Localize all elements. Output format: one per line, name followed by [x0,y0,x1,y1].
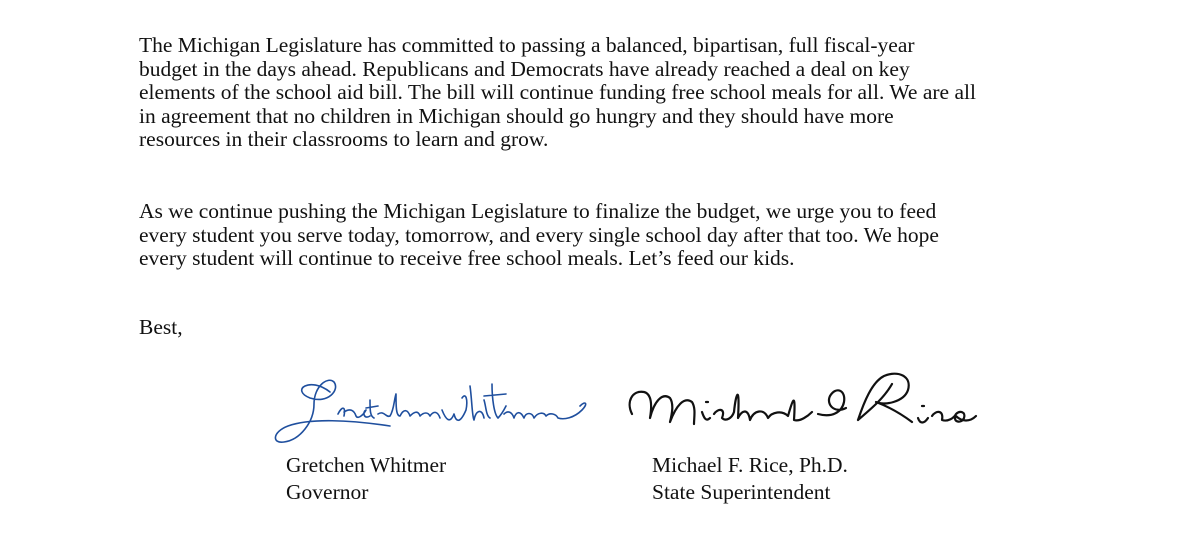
paragraph-feed-students [139,200,939,271]
signer-block-rice [652,452,848,506]
signer-title: State Superintendent [652,480,831,504]
paragraph-line: in agreement that no children in Michigan should go hungry and they should have more [139,103,894,128]
signer-title: Governor [286,480,369,504]
paragraph-line: resources in their classrooms to learn and grow. [139,127,549,151]
signer-block-whitmer [286,452,446,506]
paragraph-line: elements of the school aid bill. The bill will continue funding free school meals for all. We are all [139,80,976,104]
paragraph-line: budget in the days ahead. Republicans and Democrats have already reached a deal on key [139,56,910,81]
whitmer-signature [270,370,610,460]
rice-signature [622,362,982,454]
signer-name: Michael F. Rice, Ph.D. [652,453,848,477]
signer-name: Gretchen Whitmer [286,453,447,477]
paragraph-line: every student will continue to receive free school meals. Let’s feed our kids. [139,246,795,270]
paragraph-line: As we continue pushing the Michigan Legislature to finalize the budget, we urge you to feed [139,199,937,223]
paragraph-budget-commitment [139,34,976,152]
paragraph-line: every student you serve today, tomorrow, and every single school day after that too. We hope [139,222,939,247]
paragraph-line: The Michigan Legislature has committed to passing a balanced, bipartisan, full fiscal-year [139,33,915,57]
closing-salutation: Best, [139,315,183,339]
